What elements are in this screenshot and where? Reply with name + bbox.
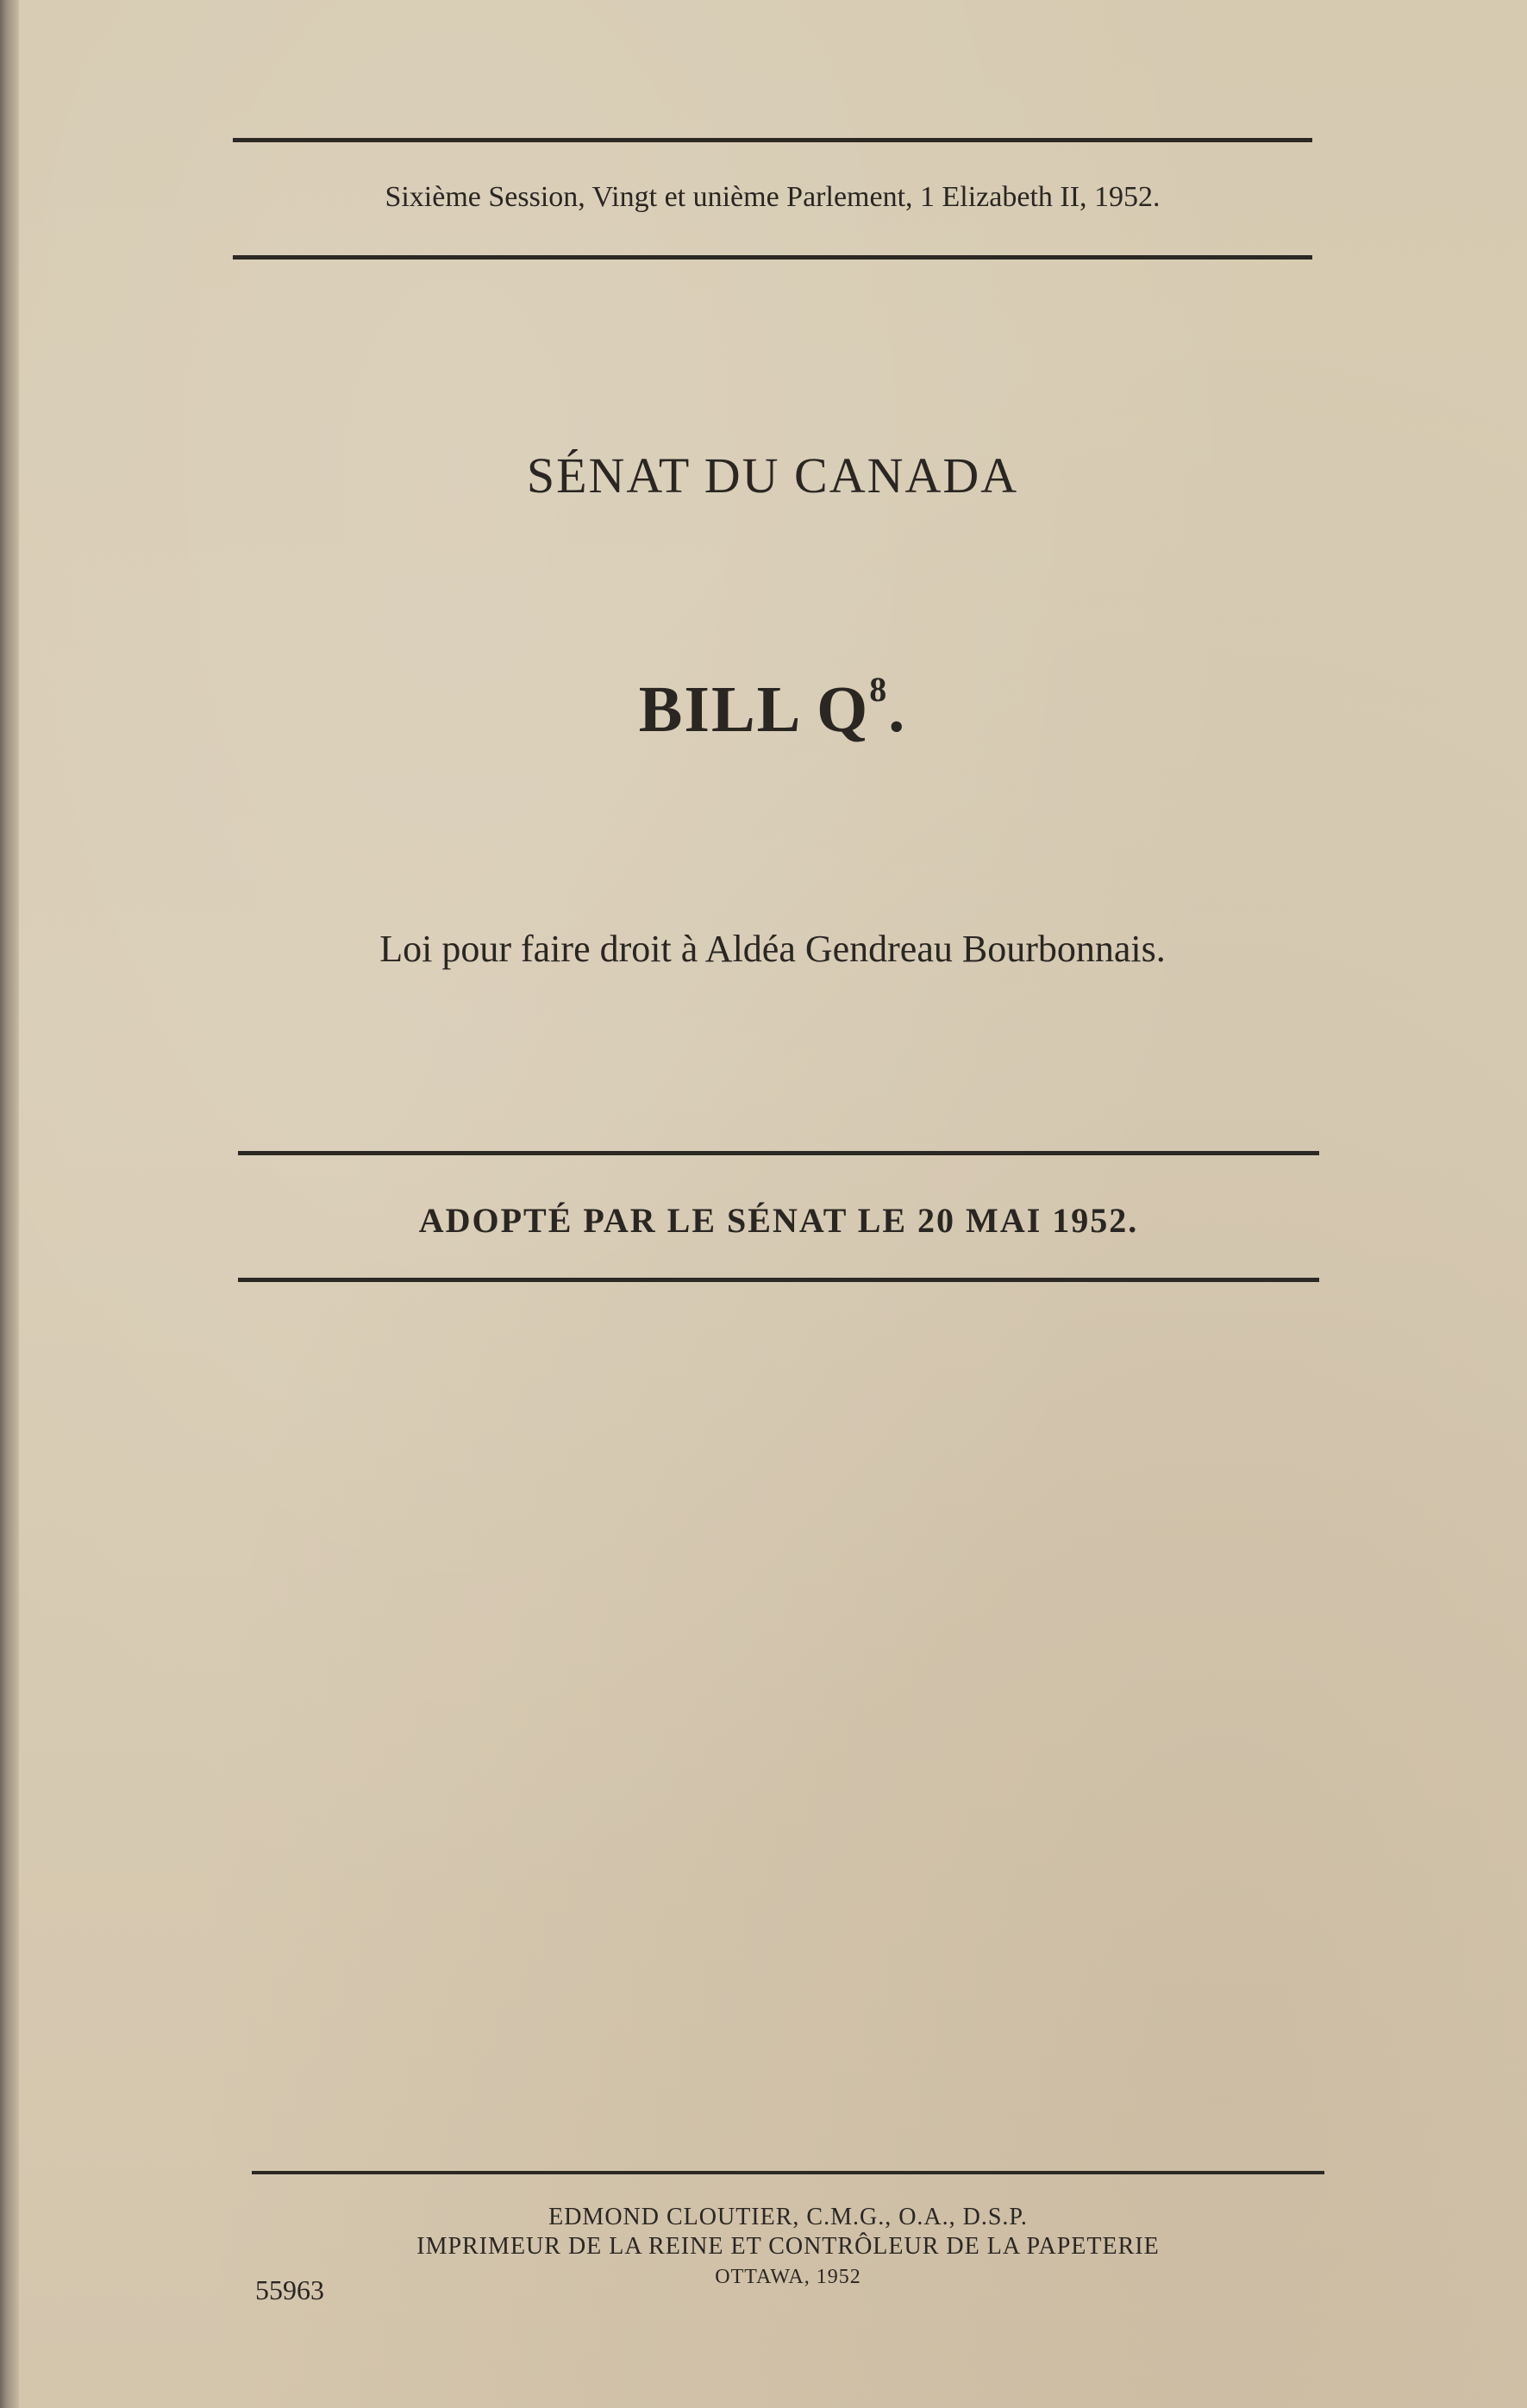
printer-name: EDMOND CLOUTIER, C.M.G., O.A., D.S.P.	[548, 2204, 1028, 2230]
binding-edge	[0, 0, 19, 2408]
bill-description: Loi pour faire droit à Aldéa Gendreau Bourbonnais.	[379, 928, 1166, 970]
print-number: 55963	[255, 2274, 324, 2305]
bill-label: BILL Q	[638, 673, 870, 746]
adopted-rule-lower	[238, 1278, 1319, 1282]
footer-rule	[252, 2171, 1324, 2174]
bill-suffix: .	[888, 673, 907, 746]
session-line: Sixième Session, Vingt et unième Parlement, 1 Elizabeth II, 1952.	[385, 181, 1161, 213]
printer-title: IMPRIMEUR DE LA REINE ET CONTRÔLEUR DE LA PAPETERIE	[416, 2233, 1160, 2260]
top-rule-lower	[233, 255, 1312, 260]
senate-title: SÉNAT DU CANADA	[526, 447, 1019, 503]
top-rule-upper	[233, 138, 1312, 142]
bill-superscript: 8	[869, 670, 889, 709]
adopted-line: ADOPTÉ PAR LE SÉNAT LE 20 MAI 1952.	[418, 1201, 1139, 1240]
adopted-rule-upper	[238, 1151, 1319, 1155]
bill-title	[233, 672, 1312, 747]
printer-city: OTTAWA, 1952	[715, 2266, 861, 2288]
